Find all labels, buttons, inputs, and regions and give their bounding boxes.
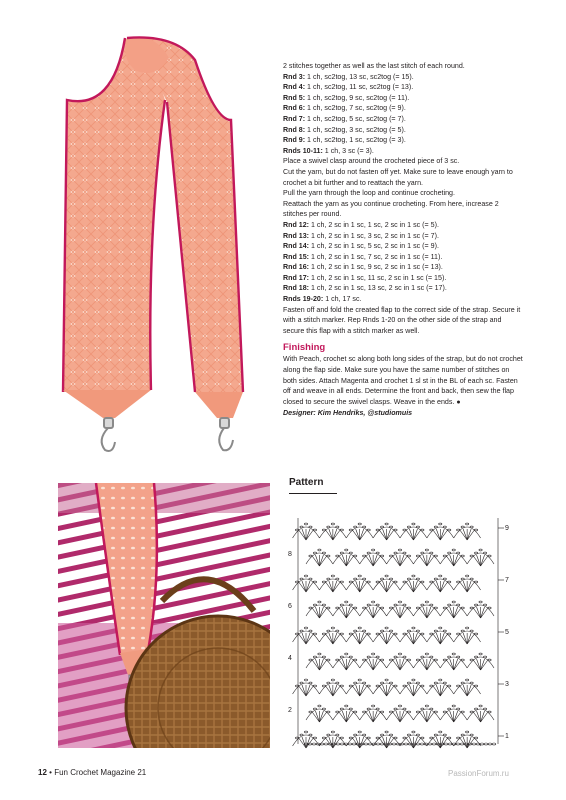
round-row-a-7: Rnds 10-11: 1 ch, 3 sc (= 3). xyxy=(283,146,374,155)
instructions-middle-2: Cut the yarn, but do not fasten off yet. Make sure to leave enough yarn to crochet a bit further and to reattach the yarn. xyxy=(283,167,513,187)
row-number-right-1: 1 xyxy=(505,733,509,740)
swivel-clasp-right xyxy=(219,418,233,450)
round-row-a-4: Rnd 7: 1 ch, sc2tog, 5 sc, sc2tog (= 7). xyxy=(283,114,406,123)
round-row-b-7: Rnds 19-20: 1 ch, 17 sc. xyxy=(283,295,362,304)
swivel-clasp-left xyxy=(102,418,115,451)
round-row-b-6: Rnd 18: 1 ch, 2 sc in 1 sc, 13 sc, 2 sc in 1 sc (= 17). xyxy=(283,284,447,293)
round-row-b-1: Rnd 13: 1 ch, 2 sc in 1 sc, 3 sc, 2 sc in 1 sc (= 7). xyxy=(283,231,439,240)
crochet-chart xyxy=(284,498,517,753)
round-row-b-2: Rnd 14: 1 ch, 2 sc in 1 sc, 5 sc, 2 sc in 1 sc (= 9). xyxy=(283,242,439,251)
row-number-left-4: 4 xyxy=(288,655,292,662)
designer-credit: Designer: Kim Hendriks, @studiomuis xyxy=(283,409,413,418)
instructions-middle-3: Pull the yarn through the loop and continue crocheting. xyxy=(283,189,455,198)
page-footer xyxy=(38,768,146,778)
rounds-list-decrease xyxy=(283,72,523,157)
round-row-a-3: Rnd 6: 1 ch, sc2tog, 7 sc, sc2tog (= 9). xyxy=(283,104,406,113)
rounds-list-increase xyxy=(283,220,523,305)
footer-bullet: • xyxy=(49,768,52,777)
row-number-right-5: 5 xyxy=(505,629,509,636)
row-number-left-2: 2 xyxy=(288,707,292,714)
round-row-a-1: Rnd 4: 1 ch, sc2tog, 11 sc, sc2tog (= 13). xyxy=(283,83,414,92)
round-row-b-5: Rnd 17: 1 ch, 2 sc in 1 sc, 11 sc, 2 sc in 1 sc (= 15). xyxy=(283,273,447,282)
instructions-middle-4: Reattach the yarn as you continue crocheting. From here, increase 2 stitches per round. xyxy=(283,199,499,219)
page-number: 12 xyxy=(38,768,47,777)
round-row-a-0: Rnd 3: 1 ch, sc2tog, 13 sc, sc2tog (= 15). xyxy=(283,72,414,81)
round-row-a-6: Rnd 9: 1 ch, sc2tog, 1 sc, sc2tog (= 3). xyxy=(283,136,406,145)
round-row-a-2: Rnd 5: 1 ch, sc2tog, 9 sc, sc2tog (= 11). xyxy=(283,93,410,102)
round-row-b-4: Rnd 16: 1 ch, 2 sc in 1 sc, 9 sc, 2 sc in 1 sc (= 13). xyxy=(283,263,443,272)
instructions-middle-1: Place a swivel clasp around the crocheted piece of 3 sc. xyxy=(283,157,460,166)
pattern-title: Pattern xyxy=(289,477,324,488)
round-row-b-3: Rnd 15: 1 ch, 2 sc in 1 sc, 7 sc, 2 sc in 1 sc (= 11). xyxy=(283,252,443,261)
row-number-left-8: 8 xyxy=(288,551,292,558)
magazine-name: Fun Crochet Magazine 21 xyxy=(54,768,147,777)
row-number-right-9: 9 xyxy=(505,525,509,532)
row-number-left-6: 6 xyxy=(288,603,292,610)
finishing-title: Finishing xyxy=(283,342,326,354)
finishing-text: With Peach, crochet sc along both long sides of the strap, but do not crochet along the flap side. Make sure you have the same number of stitches on both sides. Attach Magenta and crochet 1 sl st in the BL of each sc. Fasten off and weave in all ends. Determine the front and back, then sew the flap closed to secure the swivel clasps. Weave in the ends. ● xyxy=(283,355,523,406)
row-number-right-7: 7 xyxy=(505,577,509,584)
row-number-right-3: 3 xyxy=(505,681,509,688)
bag-photo xyxy=(58,483,270,748)
round-row-b-0: Rnd 12: 1 ch, 2 sc in 1 sc, 1 sc, 2 sc in 1 sc (= 5). xyxy=(283,220,439,229)
instructions-column xyxy=(283,61,523,419)
watermark: PassionForum.ru xyxy=(448,769,509,778)
pattern-title-underline xyxy=(289,493,337,494)
instructions-intro: 2 stitches together as well as the last stitch of each round. xyxy=(283,62,465,70)
instructions-closing: Fasten off and fold the created flap to the correct side of the strap. Secure it with a stitch marker. Rep Rnds 1-20 on the other side of the strap and secure this flap with a stitch marker as well. xyxy=(283,305,521,335)
round-row-a-5: Rnd 8: 1 ch, sc2tog, 3 sc, sc2tog (= 5). xyxy=(283,125,406,134)
strap-photo xyxy=(55,30,270,460)
